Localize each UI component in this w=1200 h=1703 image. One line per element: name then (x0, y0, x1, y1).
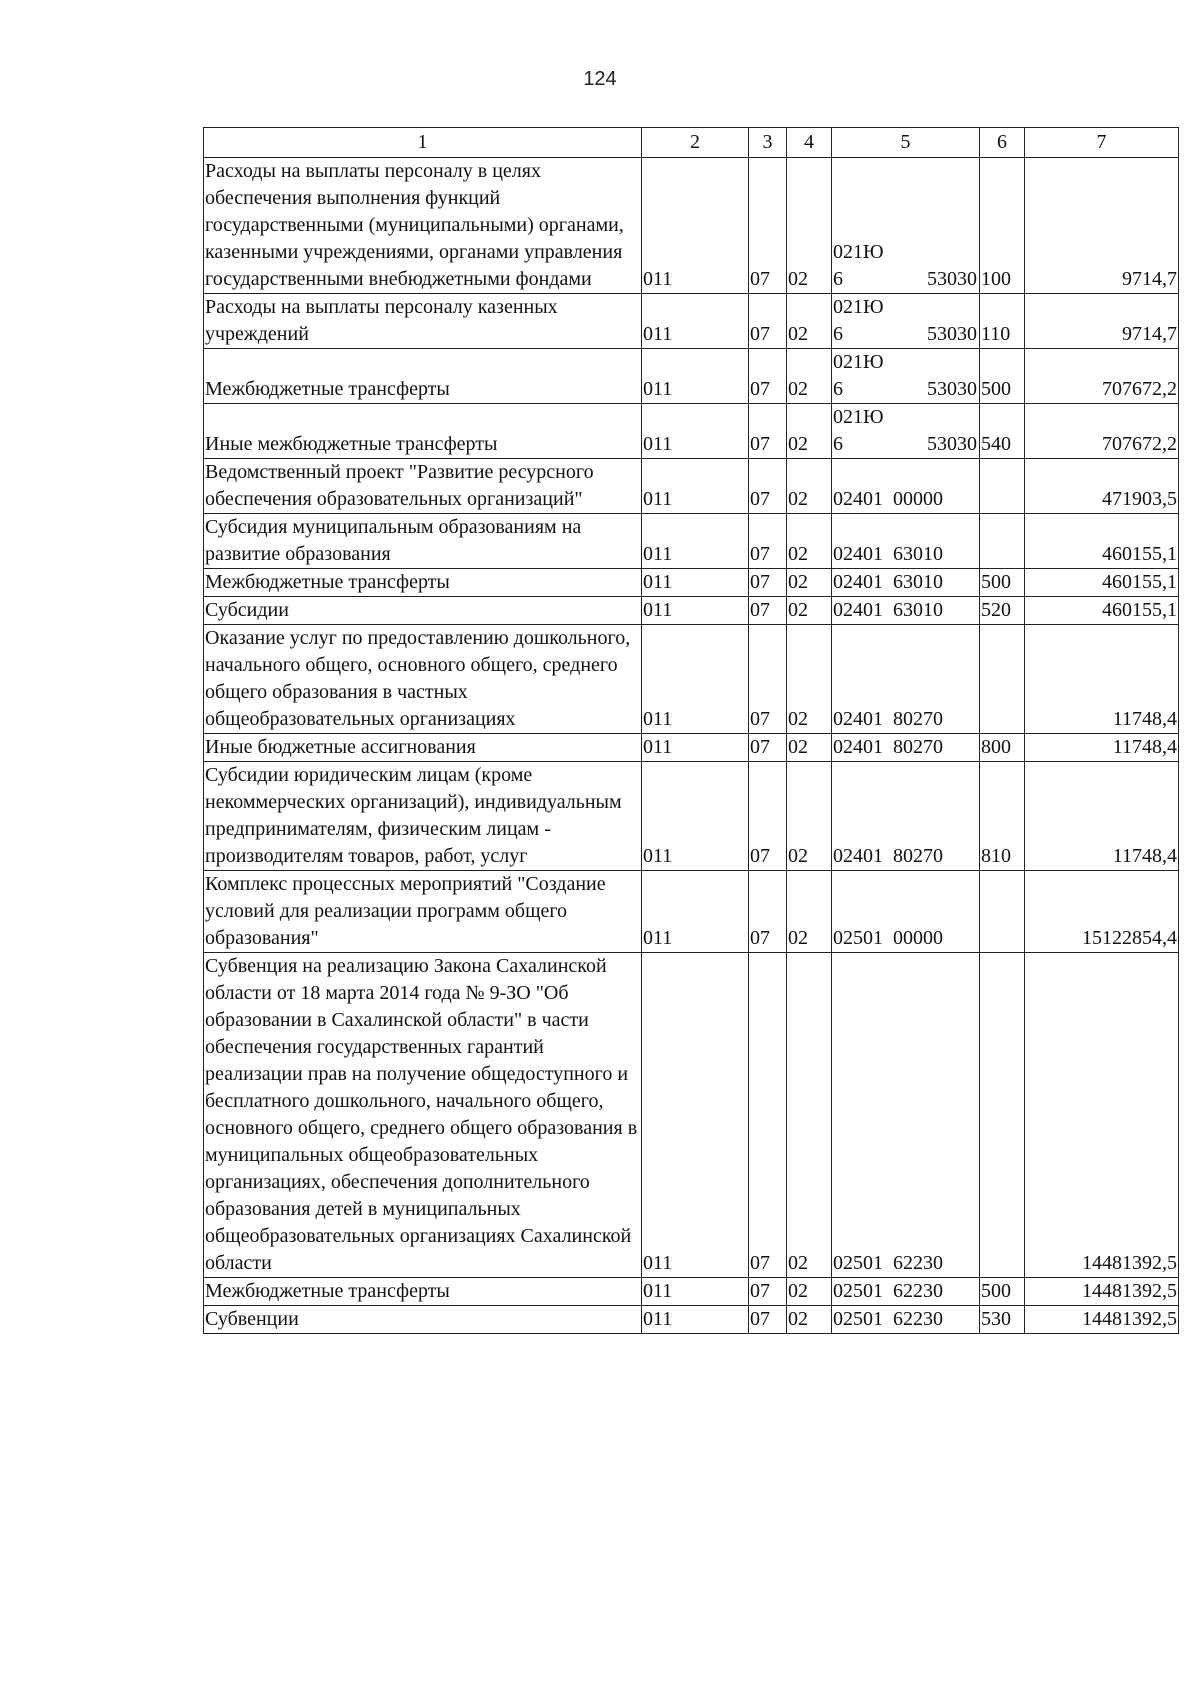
row-subsection-code: 02 (787, 1306, 832, 1334)
target-article-prefix: 02501 (833, 1252, 883, 1274)
header-col-3: 3 (749, 128, 787, 158)
row-subsection-code: 02 (787, 1278, 832, 1306)
row-subsection-code: 02 (787, 404, 832, 459)
target-article-code: 80270 (893, 736, 943, 758)
table-row (204, 514, 1179, 569)
row-expense-type: 540 (980, 404, 1025, 459)
row-amount: 460155,1 (1025, 569, 1179, 597)
row-expense-type (980, 953, 1025, 1278)
row-description: Комплекс процессных мероприятий "Создание условий для реализации программ общего образования" (204, 871, 642, 953)
row-description: Ведомственный проект "Развитие ресурсного обеспечения образовательных организаций" (204, 459, 642, 514)
row-section-code: 07 (749, 404, 787, 459)
row-description: Оказание услуг по предоставлению дошкольного, начального общего, основного общего, среднего общего образования в частных общеобразовательных организациях (204, 625, 642, 734)
row-description: Межбюджетные трансферты (204, 1278, 642, 1306)
table-row (204, 871, 1179, 953)
target-article-code: 62230 (893, 1280, 943, 1302)
target-article-prefix: 021Ю (833, 406, 884, 428)
row-target-article (832, 597, 980, 625)
target-article-prefix: 02401 (833, 736, 883, 758)
row-description: Межбюджетные трансферты (204, 349, 642, 404)
target-article-code: 53030 (927, 378, 977, 400)
table-row (204, 158, 1179, 294)
row-section-code: 07 (749, 597, 787, 625)
row-target-article (832, 569, 980, 597)
row-description: Субсидия муниципальным образованиям на развитие образования (204, 514, 642, 569)
row-target-article (832, 404, 980, 459)
row-amount: 15122854,4 (1025, 871, 1179, 953)
row-ministry-code: 011 (642, 569, 749, 597)
row-description: Расходы на выплаты персоналу казенных учреждений (204, 294, 642, 349)
row-ministry-code: 011 (642, 404, 749, 459)
row-ministry-code: 011 (642, 158, 749, 294)
row-subsection-code: 02 (787, 514, 832, 569)
row-target-article (832, 1306, 980, 1334)
table-row (204, 294, 1179, 349)
row-expense-type (980, 514, 1025, 569)
target-article-suffix: 6 (833, 378, 843, 400)
target-article-suffix: 6 (833, 323, 843, 345)
row-description: Расходы на выплаты персоналу в целях обеспечения выполнения функций государственными (муниципальными) органами, казенными учреждениями, органами управления государственными внебюджетными фондами (204, 158, 642, 294)
target-article-prefix: 02501 (833, 1308, 883, 1330)
row-ministry-code: 011 (642, 294, 749, 349)
row-section-code: 07 (749, 1278, 787, 1306)
budget-table (203, 127, 1179, 1334)
row-description: Субсидии юридическим лицам (кроме некоммерческих организаций), индивидуальным предпринимателям, физическим лицам - производителям товаров, работ, услуг (204, 762, 642, 871)
target-article-code: 53030 (927, 433, 977, 455)
row-expense-type: 500 (980, 349, 1025, 404)
row-ministry-code: 011 (642, 1306, 749, 1334)
target-article-code: 62230 (893, 1308, 943, 1330)
header-col-4: 4 (787, 128, 832, 158)
row-target-article (832, 1278, 980, 1306)
row-section-code: 07 (749, 1306, 787, 1334)
table-row (204, 1278, 1179, 1306)
row-ministry-code: 011 (642, 514, 749, 569)
row-subsection-code: 02 (787, 459, 832, 514)
row-subsection-code: 02 (787, 734, 832, 762)
row-description: Иные бюджетные ассигнования (204, 734, 642, 762)
table-row (204, 459, 1179, 514)
target-article-prefix: 021Ю (833, 241, 884, 263)
row-ministry-code: 011 (642, 762, 749, 871)
row-expense-type (980, 871, 1025, 953)
header-col-2: 2 (642, 128, 749, 158)
target-article-suffix: 6 (833, 433, 843, 455)
row-description: Межбюджетные трансферты (204, 569, 642, 597)
row-amount: 707672,2 (1025, 349, 1179, 404)
target-article-prefix: 02401 (833, 571, 883, 593)
row-expense-type: 810 (980, 762, 1025, 871)
table-row (204, 762, 1179, 871)
target-article-prefix: 02501 (833, 927, 883, 949)
row-ministry-code: 011 (642, 871, 749, 953)
row-target-article (832, 349, 980, 404)
row-subsection-code: 02 (787, 953, 832, 1278)
row-ministry-code: 011 (642, 1278, 749, 1306)
target-article-prefix: 02401 (833, 708, 883, 730)
row-ministry-code: 011 (642, 349, 749, 404)
table-row (204, 404, 1179, 459)
row-ministry-code: 011 (642, 625, 749, 734)
row-expense-type (980, 459, 1025, 514)
row-amount: 9714,7 (1025, 294, 1179, 349)
target-article-code: 63010 (893, 571, 943, 593)
row-section-code: 07 (749, 158, 787, 294)
row-target-article (832, 625, 980, 734)
target-article-prefix: 02401 (833, 845, 883, 867)
row-expense-type: 800 (980, 734, 1025, 762)
row-target-article (832, 294, 980, 349)
target-article-prefix: 02401 (833, 543, 883, 565)
target-article-code: 53030 (927, 323, 977, 345)
row-amount: 460155,1 (1025, 514, 1179, 569)
target-article-suffix: 6 (833, 268, 843, 290)
table-row (204, 597, 1179, 625)
row-description: Субсидии (204, 597, 642, 625)
row-subsection-code: 02 (787, 569, 832, 597)
row-amount: 707672,2 (1025, 404, 1179, 459)
row-ministry-code: 011 (642, 459, 749, 514)
row-target-article (832, 871, 980, 953)
target-article-prefix: 02501 (833, 1280, 883, 1302)
row-description: Иные межбюджетные трансферты (204, 404, 642, 459)
table-row (204, 1306, 1179, 1334)
row-section-code: 07 (749, 734, 787, 762)
target-article-code: 00000 (893, 927, 943, 949)
row-amount: 11748,4 (1025, 625, 1179, 734)
target-article-code: 80270 (893, 845, 943, 867)
row-section-code: 07 (749, 569, 787, 597)
target-article-prefix: 021Ю (833, 351, 884, 373)
target-article-code: 53030 (927, 268, 977, 290)
target-article-prefix: 021Ю (833, 296, 884, 318)
row-section-code: 07 (749, 349, 787, 404)
row-section-code: 07 (749, 459, 787, 514)
row-target-article (832, 514, 980, 569)
row-amount: 471903,5 (1025, 459, 1179, 514)
row-target-article (832, 158, 980, 294)
row-amount: 14481392,5 (1025, 953, 1179, 1278)
table-row (204, 734, 1179, 762)
row-subsection-code: 02 (787, 158, 832, 294)
row-amount: 14481392,5 (1025, 1278, 1179, 1306)
table-row (204, 625, 1179, 734)
row-amount: 11748,4 (1025, 762, 1179, 871)
page-number: 124 (583, 68, 617, 90)
target-article-code: 63010 (893, 543, 943, 565)
header-col-1: 1 (204, 128, 642, 158)
row-section-code: 07 (749, 953, 787, 1278)
table-row (204, 569, 1179, 597)
target-article-code: 80270 (893, 708, 943, 730)
row-target-article (832, 953, 980, 1278)
row-description: Субвенции (204, 1306, 642, 1334)
row-subsection-code: 02 (787, 625, 832, 734)
row-subsection-code: 02 (787, 871, 832, 953)
row-subsection-code: 02 (787, 762, 832, 871)
row-expense-type (980, 625, 1025, 734)
header-row (204, 128, 1179, 158)
row-ministry-code: 011 (642, 597, 749, 625)
row-expense-type: 110 (980, 294, 1025, 349)
target-article-prefix: 02401 (833, 599, 883, 621)
row-subsection-code: 02 (787, 294, 832, 349)
row-target-article (832, 734, 980, 762)
row-subsection-code: 02 (787, 349, 832, 404)
row-section-code: 07 (749, 514, 787, 569)
row-description: Субвенция на реализацию Закона Сахалинской области от 18 марта 2014 года № 9-ЗО "Об образовании в Сахалинской области" в части обеспечения государственных гарантий реализации прав на получение общедоступного и бесплатного дошкольного, начального общего, основного общего, среднего общего образования в муниципальных общеобразовательных организациях, обеспечения дополнительного образования детей в муниципальных общеобразовательных организациях Сахалинской области (204, 953, 642, 1278)
header-col-5: 5 (832, 128, 980, 158)
header-col-7: 7 (1025, 128, 1179, 158)
target-article-code: 62230 (893, 1252, 943, 1274)
row-section-code: 07 (749, 871, 787, 953)
row-amount: 14481392,5 (1025, 1306, 1179, 1334)
row-section-code: 07 (749, 762, 787, 871)
row-expense-type: 520 (980, 597, 1025, 625)
row-amount: 11748,4 (1025, 734, 1179, 762)
row-ministry-code: 011 (642, 953, 749, 1278)
header-col-6: 6 (980, 128, 1025, 158)
row-subsection-code: 02 (787, 597, 832, 625)
row-section-code: 07 (749, 294, 787, 349)
row-target-article (832, 762, 980, 871)
row-target-article (832, 459, 980, 514)
target-article-code: 00000 (893, 488, 943, 510)
row-amount: 9714,7 (1025, 158, 1179, 294)
row-expense-type: 500 (980, 1278, 1025, 1306)
row-expense-type: 530 (980, 1306, 1025, 1334)
target-article-code: 63010 (893, 599, 943, 621)
row-expense-type: 100 (980, 158, 1025, 294)
table-row (204, 953, 1179, 1278)
row-expense-type: 500 (980, 569, 1025, 597)
target-article-prefix: 02401 (833, 488, 883, 510)
row-ministry-code: 011 (642, 734, 749, 762)
row-amount: 460155,1 (1025, 597, 1179, 625)
row-section-code: 07 (749, 625, 787, 734)
table-row (204, 349, 1179, 404)
